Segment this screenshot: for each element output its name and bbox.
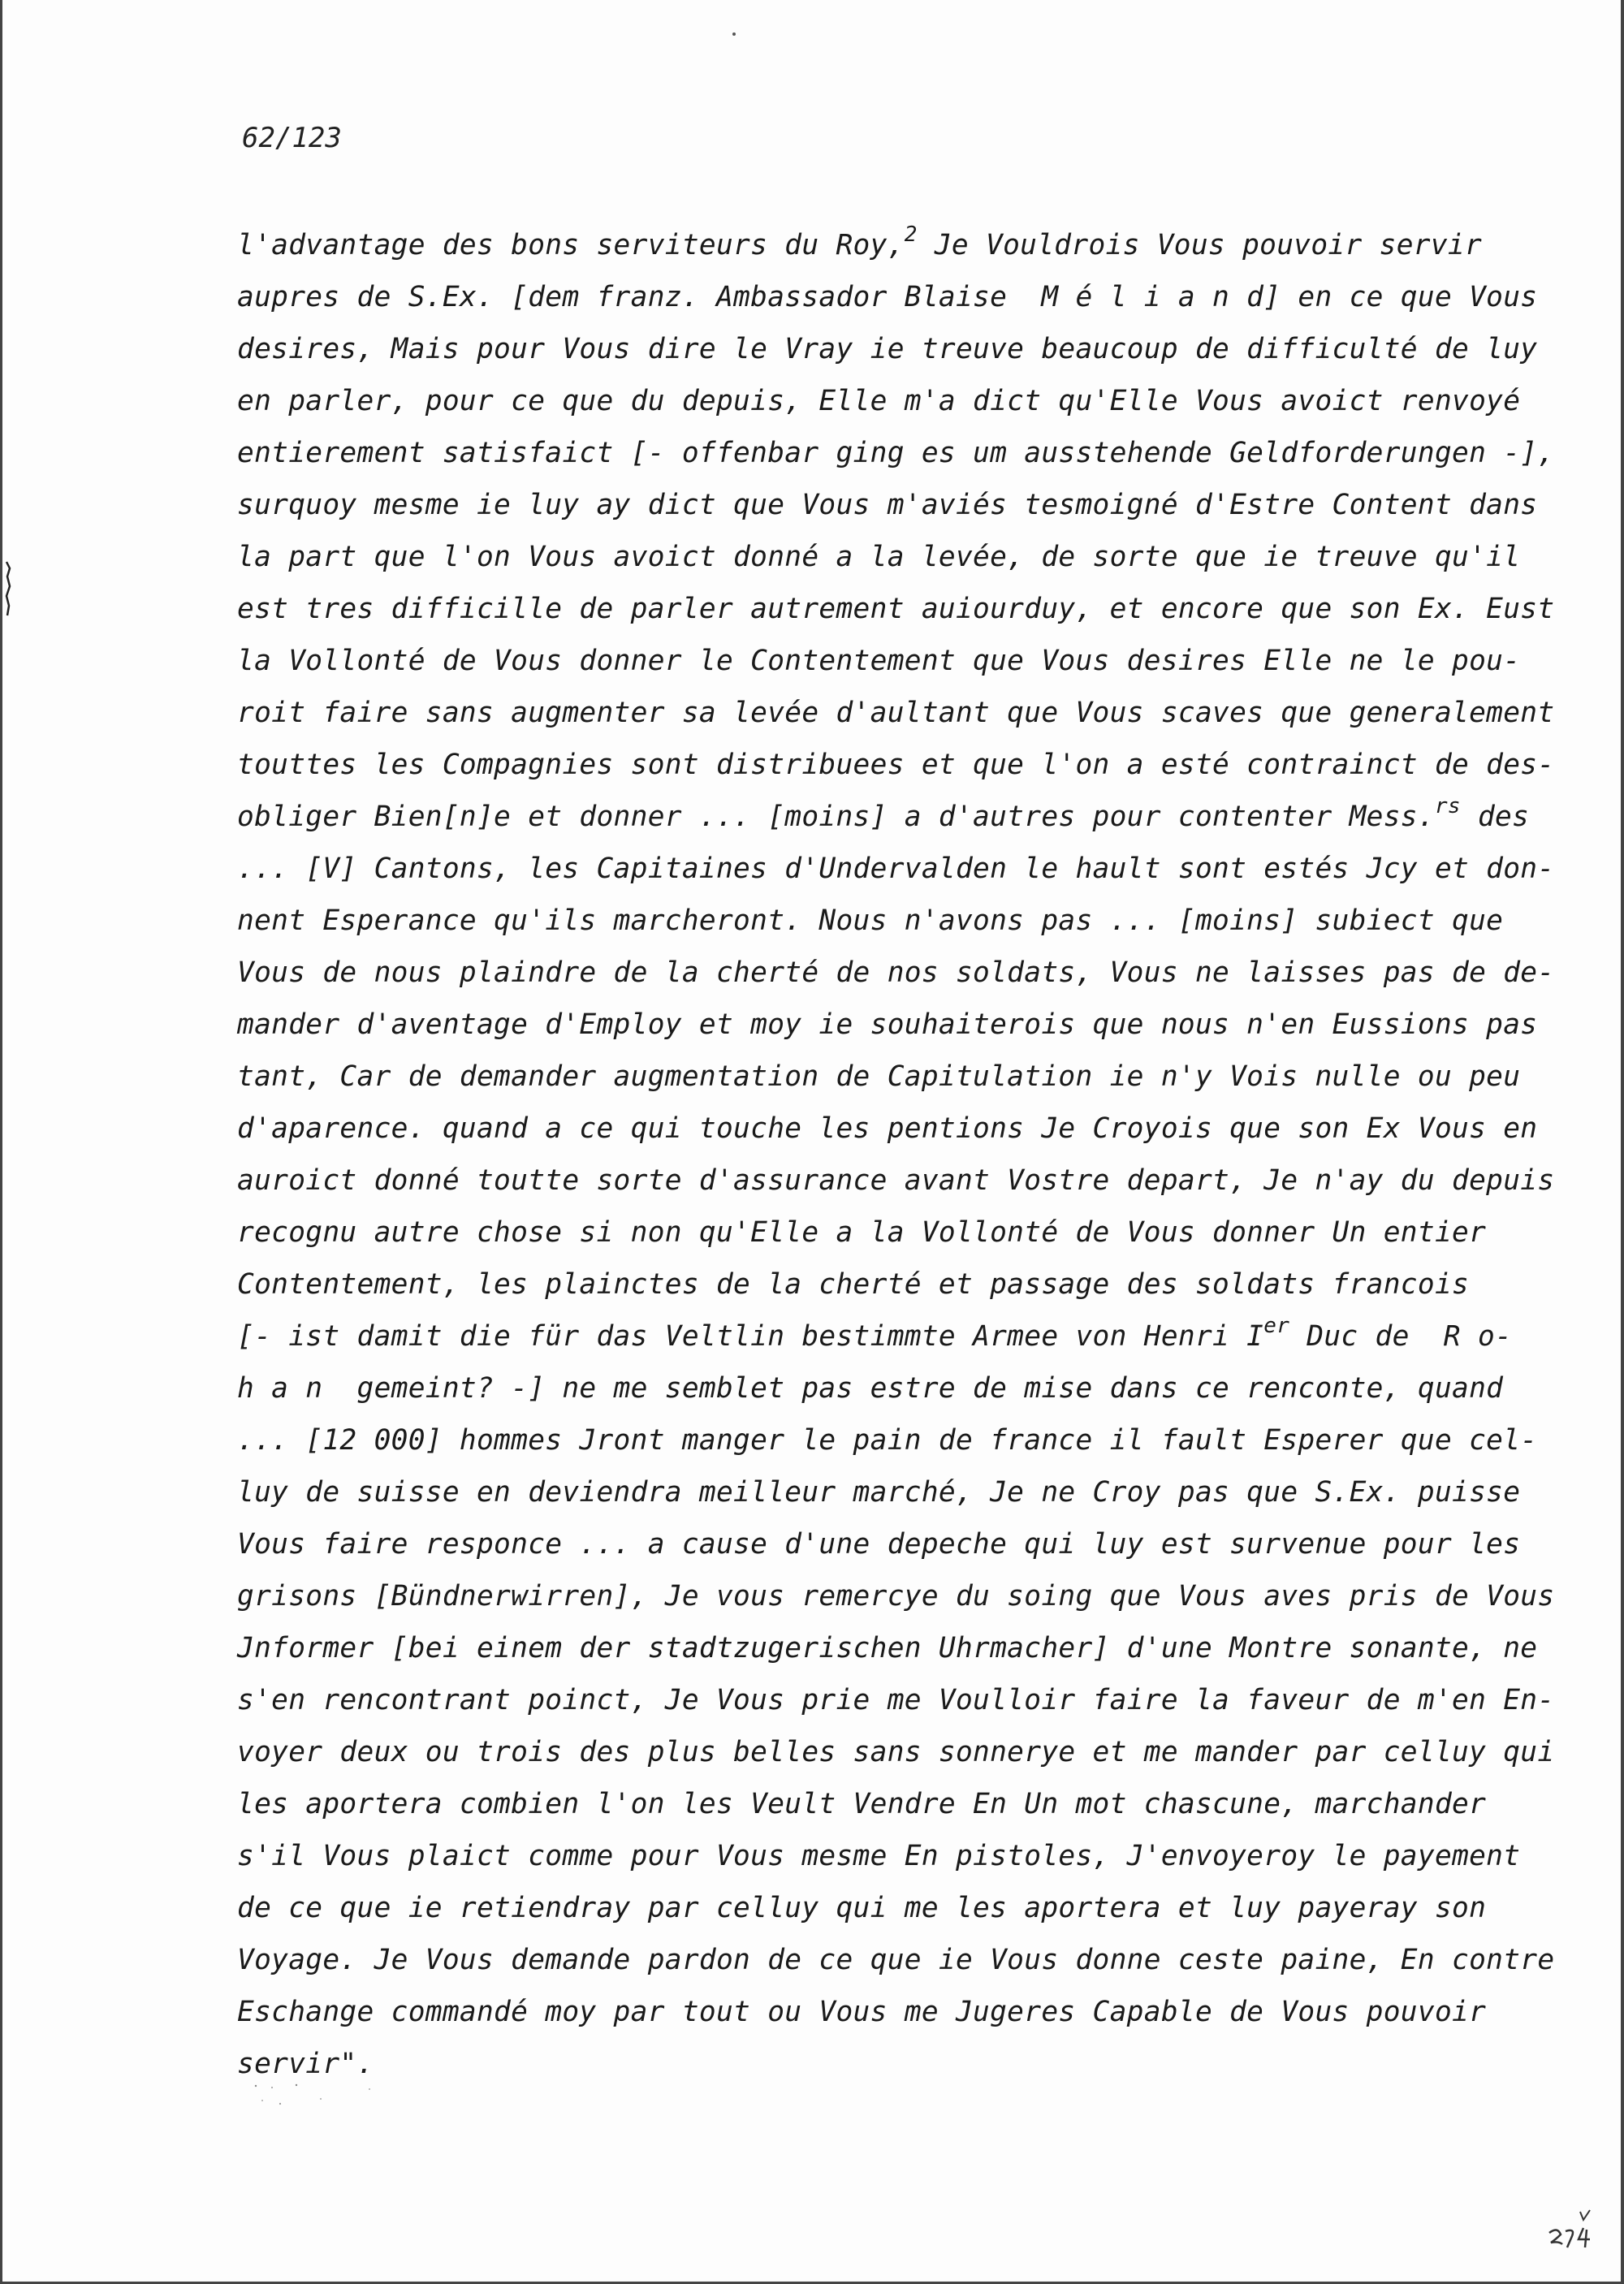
text-line xyxy=(237,323,1538,375)
line-text: l'advantage des bons serviteurs du Roy, xyxy=(237,229,905,261)
line-text: nent Esperance qu'ils marcheront. Nous n'avons pas ... [moins] subiect que xyxy=(237,905,1504,937)
text-line xyxy=(237,1466,1520,1518)
text-line xyxy=(237,531,1520,583)
line-text: ... [12 000] hommes Jront manger le pain de france il fault Esperer que cel- xyxy=(237,1424,1538,1457)
superscript: rs xyxy=(1434,793,1461,818)
line-text: s'en rencontrant poinct, Je Vous prie me Voulloir faire la faveur de m'en En- xyxy=(237,1684,1555,1716)
line-text: entierement satisfaict [- offenbar ging es um ausstehende Geldforderungen -], xyxy=(237,437,1555,469)
line-text: Contentement, les plainctes de la cherté et passage des soldats francois xyxy=(237,1268,1470,1301)
text-line xyxy=(237,1518,1520,1570)
line-text: Vous de nous plaindre de la cherté de nos soldats, Vous ne laisses pas de de- xyxy=(237,956,1555,989)
text-line xyxy=(237,1259,1520,1310)
superscript: 2 xyxy=(904,222,918,247)
text-line xyxy=(237,375,1520,427)
line-text-continuation: Duc de R o- xyxy=(1289,1320,1513,1353)
text-line xyxy=(237,739,1555,791)
line-text: [- ist damit die für das Veltlin bestimmte Armee von Henri I xyxy=(237,1320,1264,1353)
line-text: Voyage. Je Vous demande pardon de ce que ie Vous donne ceste paine, En contre xyxy=(237,1944,1555,1976)
line-text: aupres de S.Ex. [dem franz. Ambassador Blaise M é l i a n d] en ce que Vous xyxy=(237,281,1538,313)
line-text: tant, Car de demander augmentation de Capitulation ie n'y Vois nulle ou peu xyxy=(237,1060,1521,1093)
text-line xyxy=(237,1207,1520,1259)
page-number: 62/123 xyxy=(242,122,342,154)
line-text: h a n gemeint? -] ne me semblet pas estre de mise dans ce renconte, quand xyxy=(237,1372,1504,1405)
text-line xyxy=(237,687,1555,739)
text-line xyxy=(237,1778,1520,1830)
text-line xyxy=(237,1103,1538,1155)
scan-border-left xyxy=(0,0,2,2284)
text-line xyxy=(237,1726,1555,1778)
line-text: les aportera combien l'on les Veult Vendre En Un mot chascune, marchander xyxy=(237,1788,1487,1820)
line-text: de ce que ie retiendray par celluy qui me les aportera et luy payeray son xyxy=(237,1892,1487,1924)
line-text: touttes les Compagnies sont distribuees et que l'on a esté contrainct de des- xyxy=(237,749,1555,781)
line-text: obliger Bien[n]e et donner ... [moins] a d'autres pour contenter Mess. xyxy=(237,801,1435,833)
line-text: auroict donné toutte sorte d'assurance avant Vostre depart, Je n'ay du depuis xyxy=(237,1164,1555,1197)
text-line xyxy=(237,271,1538,323)
scan-border-right xyxy=(1621,0,1624,2284)
line-text: grisons [Bündnerwirren], Je vous remercye du soing que Vous aves pris de Vous xyxy=(237,1580,1555,1613)
text-line xyxy=(237,843,1555,895)
scan-speckles xyxy=(248,2083,394,2107)
line-text: roit faire sans augmenter sa levée d'aultant que Vous scaves que generalement xyxy=(237,697,1555,729)
text-line xyxy=(237,2038,1520,2090)
line-text: voyer deux ou trois des plus belles sans sonnerye et me mander par celluy qui xyxy=(237,1736,1555,1768)
text-line xyxy=(237,1362,1520,1414)
text-line xyxy=(237,1310,1520,1362)
line-text: recognu autre chose si non qu'Elle a la Vollonté de Vous donner Un entier xyxy=(237,1216,1487,1249)
text-line xyxy=(237,1414,1538,1466)
text-line xyxy=(237,791,1530,843)
text-line xyxy=(237,583,1555,635)
line-text: Eschange commandé moy par tout ou Vous me Jugeres Capable de Vous pouvoir xyxy=(237,1996,1487,2028)
text-line xyxy=(237,947,1555,999)
text-line xyxy=(237,1622,1538,1674)
line-text: d'aparence. quand a ce qui touche les pentions Je Croyois que son Ex Vous en xyxy=(237,1112,1538,1145)
line-text: servir". xyxy=(237,2048,374,2080)
archive-mark xyxy=(1543,2208,1600,2265)
line-text: Vous faire responce ... a cause d'une depeche qui luy est survenue pour les xyxy=(237,1528,1521,1561)
line-text: en parler, pour ce que du depuis, Elle m'a dict qu'Elle Vous avoict renvoyé xyxy=(237,385,1521,417)
text-line xyxy=(237,219,1520,271)
text-line xyxy=(237,1882,1520,1934)
text-line xyxy=(237,1986,1520,2038)
line-text: la part que l'on Vous avoict donné a la levée, de sorte que ie treuve qu'il xyxy=(237,541,1521,573)
line-text: est tres difficille de parler autrement auiourduy, et encore que son Ex. Eust xyxy=(237,593,1555,625)
text-line xyxy=(237,1155,1555,1207)
text-line xyxy=(237,479,1538,531)
text-line xyxy=(237,895,1520,947)
scan-speck xyxy=(732,32,736,36)
line-text: surquoy mesme ie luy ay dict que Vous m'aviés tesmoigné d'Estre Content dans xyxy=(237,489,1538,521)
text-line xyxy=(237,1570,1555,1622)
line-text-continuation: des xyxy=(1460,801,1530,833)
line-text: mander d'aventage d'Employ et moy ie souhaiterois que nous n'en Eussions pas xyxy=(237,1008,1538,1041)
line-text: s'il Vous plaict comme pour Vous mesme En pistoles, J'envoyeroy le payement xyxy=(237,1840,1521,1872)
letter-body xyxy=(237,219,1555,2090)
text-line xyxy=(237,427,1555,479)
text-line xyxy=(237,999,1538,1051)
line-text-continuation: Je Vouldrois Vous pouvoir servir xyxy=(917,229,1483,261)
text-line xyxy=(237,1051,1520,1103)
line-text: ... [V] Cantons, les Capitaines d'Undervalden le hault sont estés Jcy et don- xyxy=(237,853,1555,885)
line-text: desires, Mais pour Vous dire le Vray ie treuve beaucoup de difficulté de luy xyxy=(237,333,1538,365)
margin-mark xyxy=(5,560,11,617)
line-text: Jnformer [bei einem der stadtzugerischen Uhrmacher] d'une Montre sonante, ne xyxy=(237,1632,1538,1664)
text-line xyxy=(237,635,1520,687)
text-line xyxy=(237,1830,1520,1882)
text-line xyxy=(237,1934,1555,1986)
text-line xyxy=(237,1674,1555,1726)
line-text: luy de suisse en deviendra meilleur marché, Je ne Croy pas que S.Ex. puisse xyxy=(237,1476,1521,1509)
superscript: er xyxy=(1263,1313,1290,1338)
line-text: la Vollonté de Vous donner le Contentement que Vous desires Elle ne le pou- xyxy=(237,645,1521,677)
